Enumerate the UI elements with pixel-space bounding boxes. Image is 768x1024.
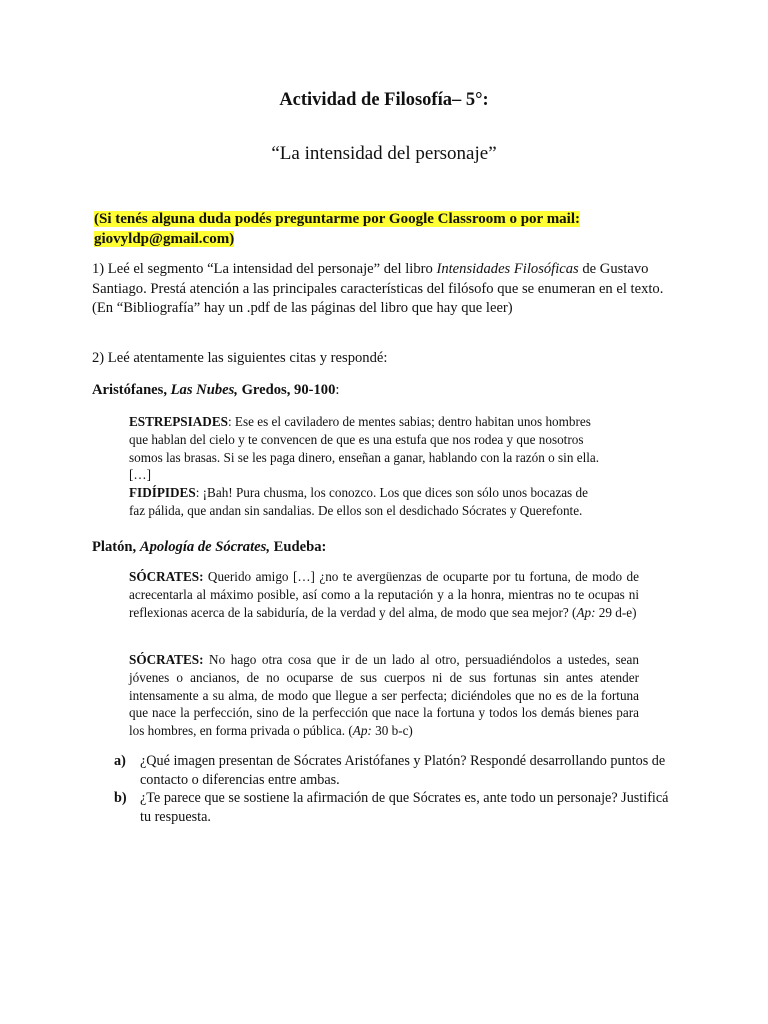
- question-b-text: ¿Te parece que se sostiene la afirmación de que Sócrates es, ante todo un personaje? Justificá tu respuesta.: [140, 790, 669, 825]
- instruction-2: 2) Leé atentamente las siguientes citas y respondé:: [92, 350, 388, 366]
- quote-las-nubes: [129, 413, 629, 520]
- quote-apologia-1: [129, 568, 639, 621]
- quote-1-text-e: faz pálida, que andan sin sandalias. De ellos son el desdichado Sócrates y Querefonte.: [129, 502, 583, 518]
- instruction-1-part1: 1) Leé el segmento “La intensidad del personaje” del libro: [92, 261, 437, 277]
- quote-3-text: No hago otra cosa que ir de un lado al otro, persuadiéndolos a ustedes, sean jóvenes o ancianos, de no ocuparse de sus cuerpos ni de sus fortunas sin antes atender intensamente a su alma, de modo que llegue a ser perfecta; diciéndoles que no es de la fortuna que nace la perfección, sino de la perfección que nace la fortuna y todos los demás bienes para los hombres, en forma privada o pública. (: [129, 652, 639, 739]
- quote-2-text: Querido amigo […] ¿no te avergüenzas de ocuparte por tu fortuna, de modo de acrecentarla al máximo posible, así como a la reputación y a la honra, mientras no te ocupas ni reflexionas acerca de la sabiduría, de la verdad y del alma, de modo que sea mejor? (: [129, 569, 639, 620]
- speaker-socrates-2: SÓCRATES:: [129, 652, 204, 667]
- quote-1-text-d: : ¡Bah! Pura chusma, los conozco. Los que dices son sólo unos bocazas de: [195, 485, 588, 501]
- instruction-1: [92, 260, 682, 319]
- quote-1-ellipsis: […]: [129, 467, 151, 483]
- question-b: [114, 789, 674, 826]
- speaker-socrates-1: SÓCRATES:: [129, 569, 204, 584]
- source-1-rest: Gredos, 90-100: [237, 382, 336, 398]
- quote-2-ref: 29 d-e): [595, 604, 637, 620]
- question-b-letter: b): [114, 790, 127, 807]
- quote-2-ref-label: Ap:: [576, 604, 596, 620]
- source-2-rest: Eudeba:: [269, 539, 327, 555]
- document-subtitle: “La intensidad del personaje”: [271, 143, 497, 164]
- quote-3-ref: 30 b-c): [371, 723, 413, 739]
- document-title: Actividad de Filosofía– 5°:: [279, 90, 489, 110]
- quote-3-ref-label: Ap:: [352, 723, 372, 739]
- quote-apologia-2: [129, 651, 639, 740]
- source-2-work: Apología de Sócrates,: [139, 539, 270, 555]
- contact-notice: [94, 209, 634, 249]
- source-aristofanes: [92, 381, 682, 401]
- question-a: [114, 752, 674, 789]
- source-2-author: Platón,: [92, 539, 140, 555]
- contact-notice-line1: (Si tenés alguna duda podés preguntarme por Google Classroom o por mail:: [94, 211, 581, 227]
- question-a-text: ¿Qué imagen presentan de Sócrates Aristófanes y Platón? Respondé desarrollando puntos de contacto o diferencias entre ambas.: [140, 753, 666, 788]
- instruction-1-part2: de Gustavo Santiago. Prestá atención a las principales características del filósofo que se enumeran en el texto. (En “Bibliografía” hay un .pdf de las páginas del libro que hay que leer): [92, 261, 664, 316]
- quote-1-text-b: que hablan del cielo y te convencen de que es una estufa que nos rodea y que nosotros: [129, 431, 584, 447]
- source-1-work: Las Nubes,: [170, 382, 238, 398]
- speaker-fidipides: FIDÍPIDES: [129, 485, 196, 501]
- question-a-letter: a): [114, 753, 126, 769]
- question-list: [114, 752, 674, 826]
- book-title: Intensidades Filosóficas: [436, 261, 579, 277]
- source-1-colon: :: [335, 382, 340, 398]
- quote-1-text-a: : Ese es el caviladero de mentes sabias; dentro habitan unos hombres: [227, 414, 591, 429]
- speaker-estrepsiades: ESTREPSIADES: [129, 414, 228, 429]
- quote-1-text-c: somos las brasas. Si se les paga dinero, enseñan a ganar, hablando con la razón o sin ella.: [129, 449, 600, 465]
- contact-notice-email: giovyldp@gmail.com): [94, 231, 235, 247]
- source-1-author: Aristófanes,: [92, 382, 171, 398]
- source-platon: [92, 538, 682, 558]
